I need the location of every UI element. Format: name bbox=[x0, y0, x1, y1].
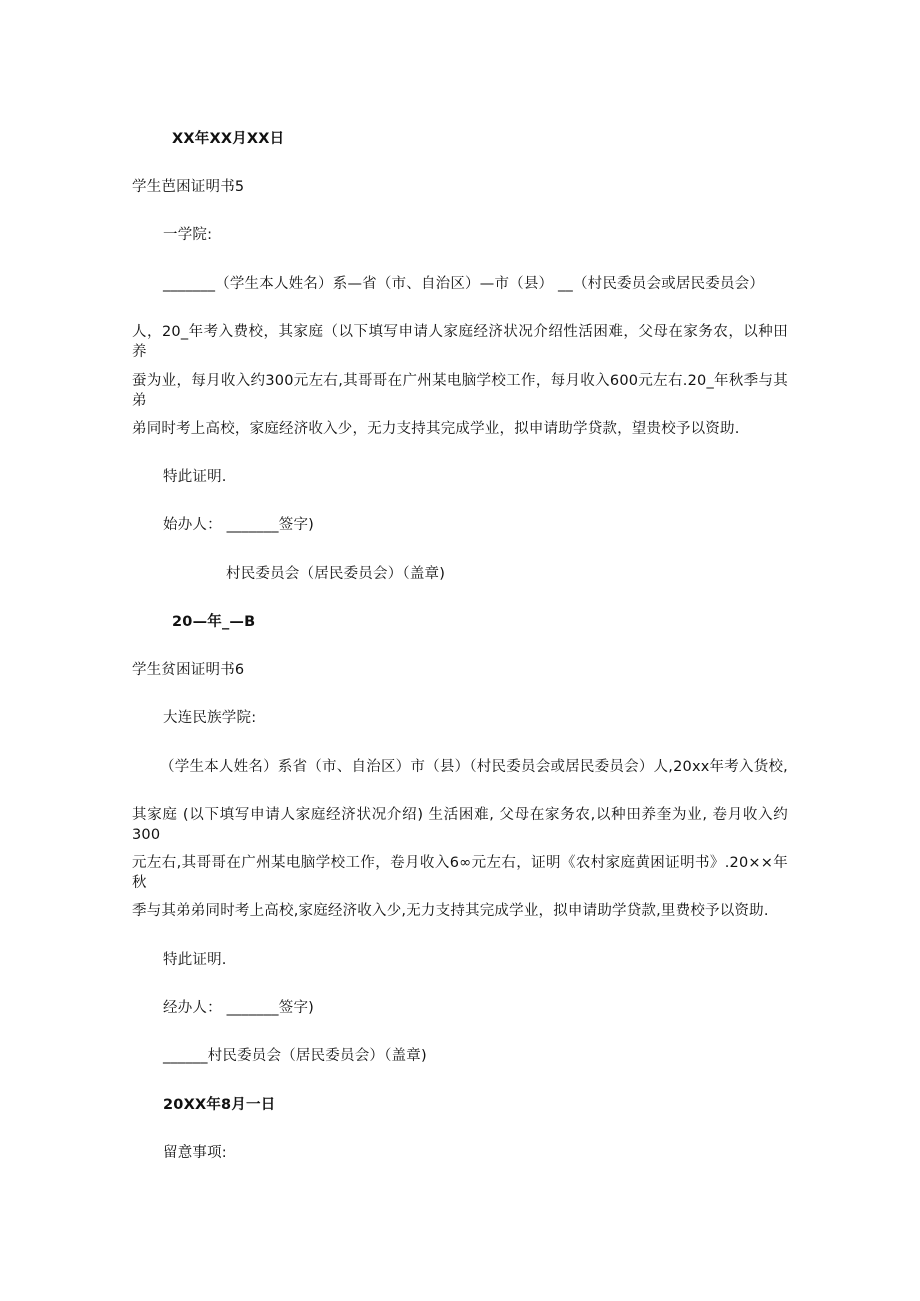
section5-para-line-4: 弟同时考上高校，家庭经济收入少，无力支持其完成学业，拟申请助学贷款，望贵校予以资助. bbox=[132, 421, 740, 437]
section6-addressee: 大连民族学院: bbox=[163, 710, 257, 726]
section5-para-line-2: 人，20_年考入费校，其家庭（以下填写申请人家庭经济状况介绍性活困难，父母在家务农，以种田养 bbox=[132, 324, 788, 360]
section5-certify: 特此证明. bbox=[163, 469, 227, 485]
section5-para-line-3: 蚕为业，每月收入约300元左右,其哥哥在广州某电脑学校工作，每月收入600元左右.20_年秋季与其弟 bbox=[132, 373, 788, 409]
section5-handler: 始办人： _______签字) bbox=[163, 517, 315, 533]
section6-committee-seal: ______村民委员会（居民委员会）（盖章) bbox=[163, 1048, 427, 1064]
section6-title: 学生贫困证明书6 bbox=[132, 662, 245, 678]
section6-para-line-3: 元左右,其哥哥在广州某电脑学校工作，卷月收入6∞元左右，证明《农村家庭黄困证明书》.20××年秋 bbox=[132, 855, 788, 891]
section6-para-line-1: （学生本人姓名）系省（市、自治区）市（县）（村民委员会或居民委员会）人,20xx年考入货校, bbox=[160, 759, 788, 775]
section5-title: 学生芭困证明书5 bbox=[132, 179, 245, 195]
section6-para-line-4: 季与其弟弟同时考上高校,家庭经济收入少,无力支持其完成学业，拟申请助学贷款,里费校予以资助. bbox=[132, 903, 769, 919]
section6-handler: 经办人： _______签字) bbox=[163, 1000, 315, 1016]
section5-date: 20—年_—B bbox=[172, 614, 256, 630]
section5-para-line-1: _______（学生本人姓名）系—省（市、自治区）—市（县） __（村民委员会或居民委员会） bbox=[163, 276, 765, 292]
section5-committee-seal: 村民委员会（居民委员会）（盖章) bbox=[226, 566, 446, 582]
section6-certify: 特此证明. bbox=[163, 952, 227, 968]
date-top: XX年XX月XX日 bbox=[172, 131, 285, 147]
section6-date: 20XX年8月一日 bbox=[163, 1097, 276, 1113]
section5-addressee: 一学院: bbox=[163, 227, 213, 243]
section6-para-line-2: 其家庭 (以下填写申请人家庭经济状况介绍) 生活困难, 父母在家务农,以种田养奎为业, 卷月收入约300 bbox=[132, 807, 788, 843]
section6-notes-heading: 留意事项: bbox=[163, 1145, 227, 1161]
